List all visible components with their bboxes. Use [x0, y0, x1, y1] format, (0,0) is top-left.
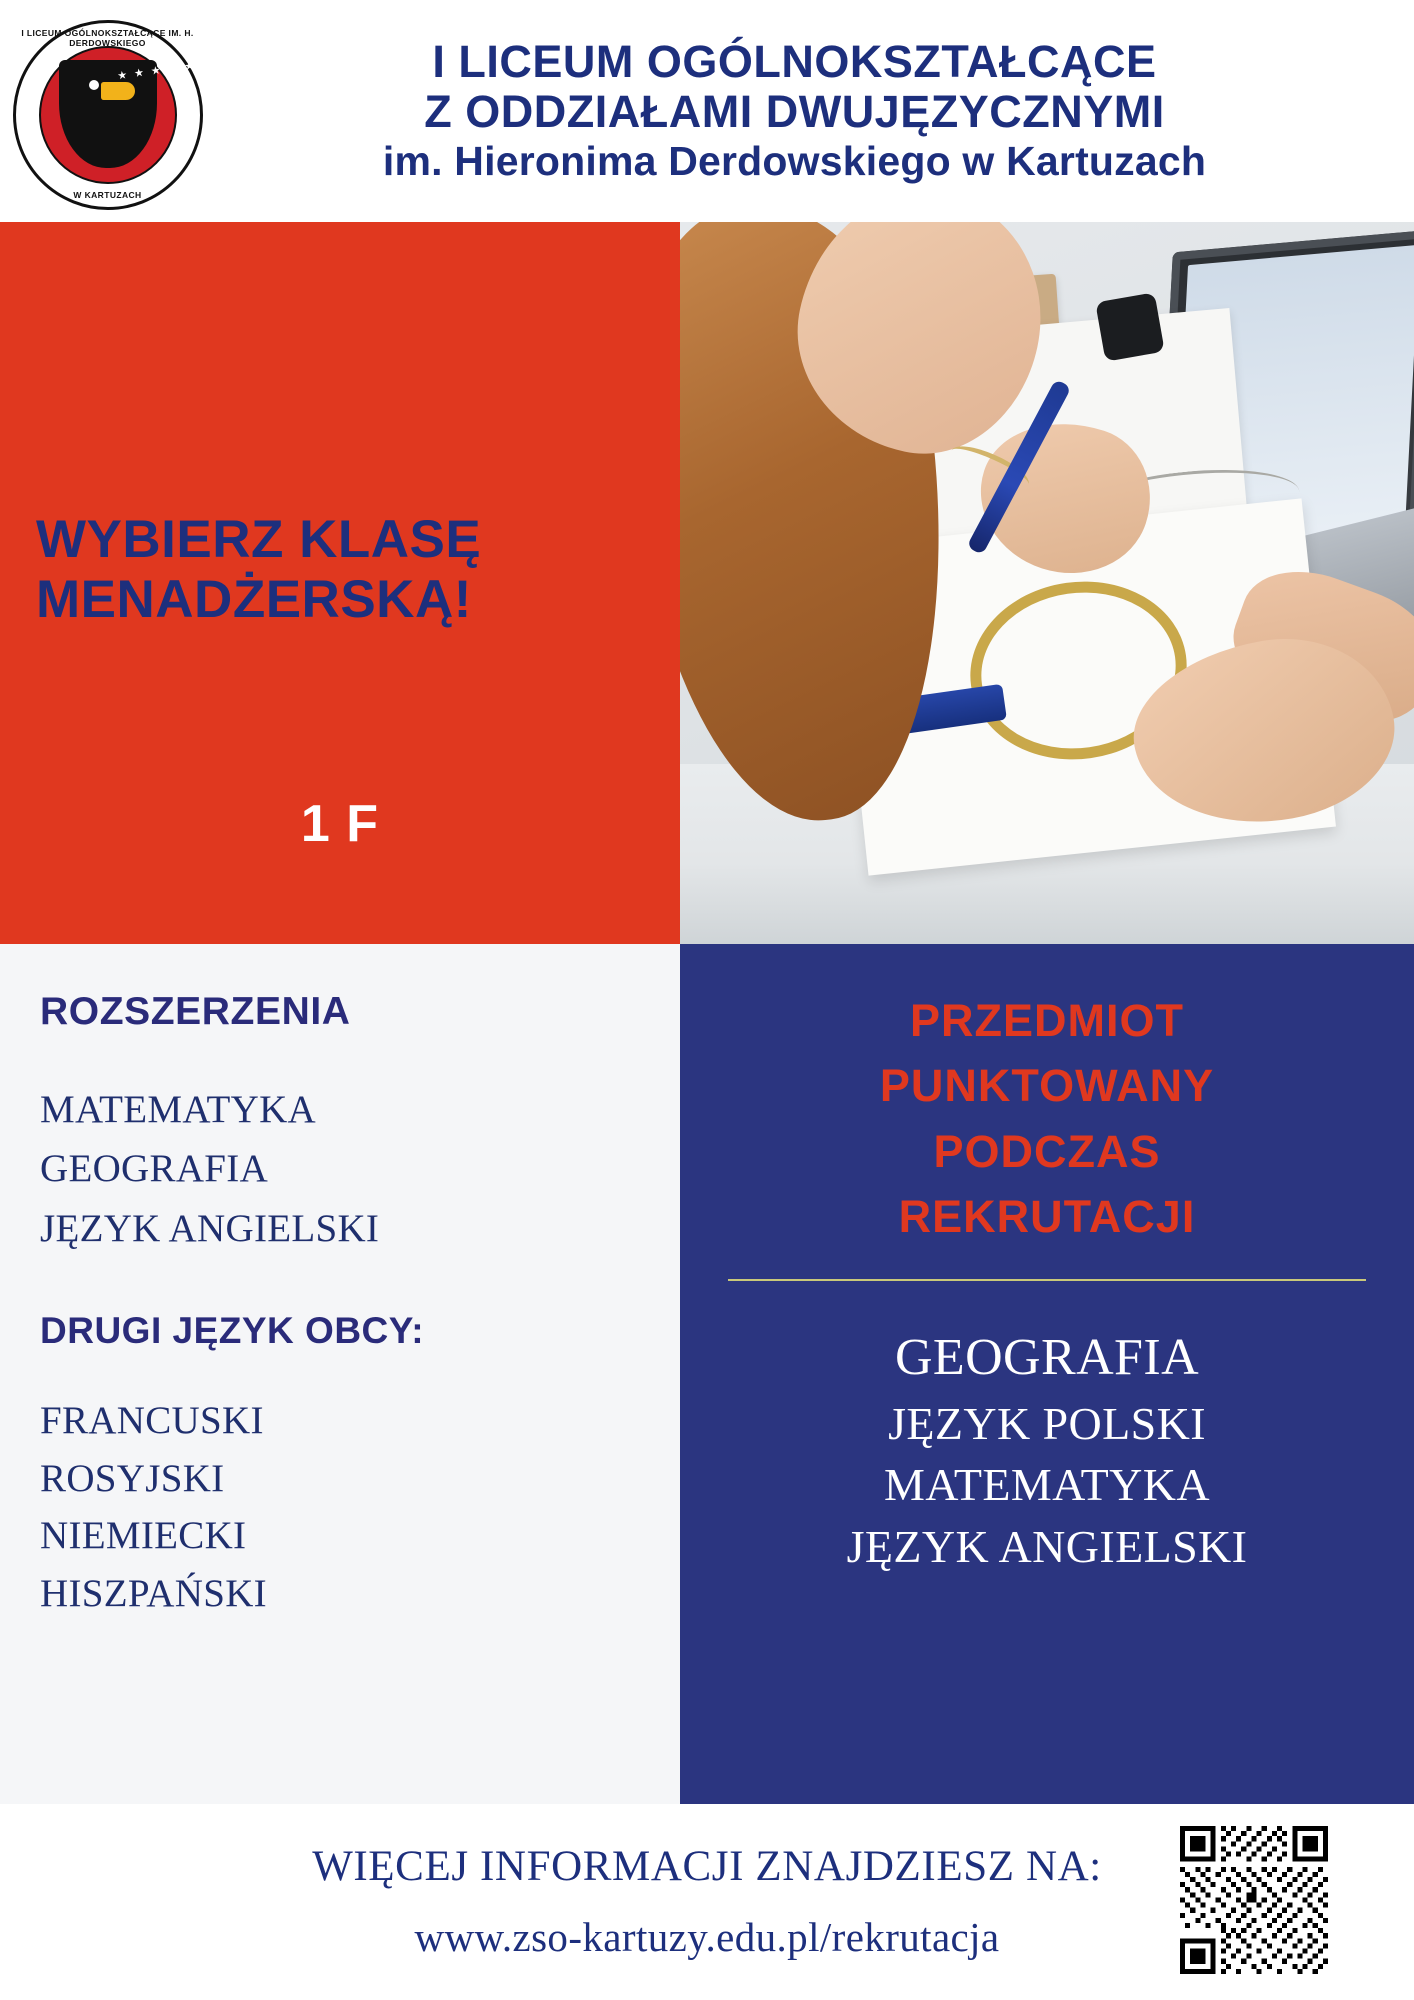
- qr-code-icon: [1180, 1826, 1328, 1974]
- hero-photo: [680, 222, 1414, 944]
- recruitment-heading-line3: PODCZAS: [933, 1125, 1161, 1177]
- list-item: FRANCUSKI: [40, 1398, 264, 1442]
- list-item: JĘZYK ANGIELSKI: [846, 1520, 1248, 1572]
- list-item: MATEMATYKA: [40, 1088, 316, 1131]
- list-item: GEOGRAFIA: [894, 1329, 1200, 1386]
- recruitment-subject-list: [728, 1323, 1366, 1578]
- photo-lamp: [1095, 292, 1165, 362]
- second-language-list: [40, 1392, 640, 1623]
- info-section: [0, 944, 1414, 1804]
- recruitment-panel: [680, 944, 1414, 1804]
- recruitment-divider: [728, 1279, 1366, 1281]
- school-name-line3: im. Hieronima Derdowskiego w Kartuzach: [382, 138, 1207, 185]
- hero-slogan: [36, 510, 660, 631]
- list-item: HISZPAŃSKI: [40, 1571, 267, 1615]
- logo-bottom-text: W KARTUZACH: [73, 190, 142, 200]
- list-item: MATEMATYKA: [884, 1459, 1210, 1511]
- eagle-beak-icon: [101, 82, 135, 100]
- school-name-line2: Z ODDZIAŁAMI DWUJĘZYCZNYMI: [424, 86, 1165, 138]
- class-code: 1 F: [300, 795, 380, 853]
- school-name-line1: I LICEUM OGÓLNOKSZTAŁCĄCE: [432, 35, 1157, 87]
- list-item: NIEMIECKI: [40, 1514, 247, 1558]
- list-item: JĘZYK POLSKI: [888, 1397, 1206, 1449]
- hero-slogan-line2: MENADŻERSKĄ!: [36, 570, 472, 630]
- school-logo-wrap: [0, 12, 215, 210]
- poster-header: [0, 0, 1414, 222]
- school-name: [215, 37, 1414, 186]
- list-item: GEOGRAFIA: [40, 1147, 269, 1191]
- second-language-heading: DRUGI JĘZYK OBCY:: [40, 1309, 425, 1351]
- logo-stars: ★ ★ ★ ★ ★: [116, 59, 197, 83]
- logo-top-text: I LICEUM OGÓLNOKSZTAŁCĄCE IM. H. DERDOWSKIEGO: [21, 28, 194, 48]
- eagle-eye-icon: [89, 80, 99, 90]
- recruitment-heading: [728, 988, 1366, 1249]
- extensions-subject-list: [40, 1080, 640, 1258]
- website-link[interactable]: www.zso-kartuzy.edu.pl/rekrutacja: [414, 1914, 1000, 1960]
- recruitment-heading-line2: PUNKTOWANY: [879, 1060, 1215, 1112]
- hero-slogan-line1: WYBIERZ KLASĘ: [36, 510, 482, 569]
- hero-band: [0, 222, 1414, 944]
- extensions-heading: ROZSZERZENIA: [40, 990, 351, 1033]
- recruitment-heading-line1: PRZEDMIOT: [910, 995, 1184, 1046]
- hero-red-panel: [0, 222, 680, 944]
- poster-footer: [0, 1804, 1414, 2000]
- recruitment-heading-line4: REKRUTACJI: [898, 1190, 1196, 1242]
- more-info-text: WIĘCEJ INFORMACJI ZNAJDZIESZ NA:: [312, 1843, 1102, 1890]
- school-logo: [13, 20, 203, 210]
- list-item: JĘZYK ANGIELSKI: [40, 1206, 380, 1250]
- list-item: ROSYJSKI: [40, 1456, 225, 1500]
- extensions-panel: [0, 944, 680, 1804]
- qr-code[interactable]: [1180, 1826, 1328, 1974]
